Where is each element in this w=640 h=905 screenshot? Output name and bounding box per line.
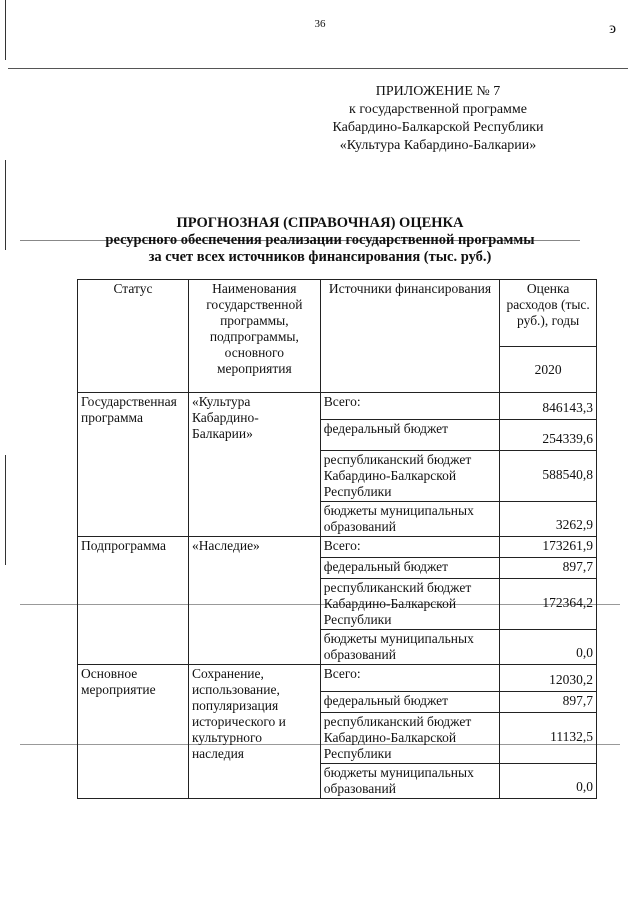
source-cell: республиканский бюджет Кабардино-Балкарской Республики (320, 713, 500, 764)
header-name: Наименования государственной программы, подпрограммы, основного мероприятия (188, 280, 320, 393)
name-cell: «Наследие» (188, 537, 320, 665)
value-cell: 897,7 (500, 558, 597, 579)
funding-table (77, 279, 597, 799)
source-cell: республиканский бюджет Кабардино-Балкарской Республики (320, 451, 500, 502)
annex-header (328, 83, 548, 155)
header-estimate: Оценка расходов (тыс. руб.), годы (500, 280, 597, 347)
annex-line: ПРИЛОЖЕНИЕ № 7 (375, 84, 501, 99)
source-cell: федеральный бюджет (320, 420, 500, 451)
scan-edge-line (5, 455, 6, 565)
scan-mark: ͽ (608, 20, 616, 37)
value-cell: 846143,3 (500, 393, 597, 420)
table-row (78, 665, 597, 692)
title-line: за счет всех источников финансирования (тыс. руб.) (148, 249, 492, 265)
source-cell: бюджеты муниципальных образований (320, 764, 500, 799)
value-cell: 173261,9 (500, 537, 597, 558)
status-cell: Подпрограмма (78, 537, 189, 665)
table-row (78, 537, 597, 558)
name-cell: Сохранение, использование, популяризация исторического и культурного наследия (188, 665, 320, 799)
source-cell: республиканский бюджет Кабардино-Балкарской Республики (320, 579, 500, 630)
value-cell: 172364,2 (500, 579, 597, 630)
page-number: 36 (314, 18, 326, 30)
source-cell: федеральный бюджет (320, 558, 500, 579)
annex-line: «Культура Кабардино-Балкарии» (339, 138, 537, 153)
header-row (78, 280, 597, 347)
value-cell: 897,7 (500, 692, 597, 713)
scan-rule (8, 68, 628, 69)
name-cell: «Культура Кабардино-Балкарии» (188, 393, 320, 537)
status-cell: Государственная программа (78, 393, 189, 537)
value-cell: 11132,5 (500, 713, 597, 764)
value-cell: 0,0 (500, 630, 597, 665)
source-cell: Всего: (320, 665, 500, 692)
status-cell: Основное мероприятие (78, 665, 189, 799)
scan-edge-line (5, 0, 6, 60)
header-year: 2020 (500, 347, 597, 393)
source-cell: бюджеты муниципальных образований (320, 502, 500, 537)
header-status: Статус (78, 280, 189, 393)
header-sources: Источники финансирования (320, 280, 500, 393)
source-cell: Всего: (320, 537, 500, 558)
value-cell: 588540,8 (500, 451, 597, 502)
value-cell: 254339,6 (500, 420, 597, 451)
annex-line: Кабардино-Балкарской Республики (332, 120, 544, 135)
table-row (78, 393, 597, 420)
value-cell: 12030,2 (500, 665, 597, 692)
annex-line: к государственной программе (349, 102, 527, 117)
document-title (0, 215, 640, 266)
source-cell: бюджеты муниципальных образований (320, 630, 500, 665)
value-cell: 0,0 (500, 764, 597, 799)
source-cell: Всего: (320, 393, 500, 420)
title-line: ресурсного обеспечения реализации государственной программы (105, 232, 535, 248)
source-cell: федеральный бюджет (320, 692, 500, 713)
title-line: ПРОГНОЗНАЯ (СПРАВОЧНАЯ) ОЦЕНКА (176, 215, 464, 231)
value-cell: 3262,9 (500, 502, 597, 537)
